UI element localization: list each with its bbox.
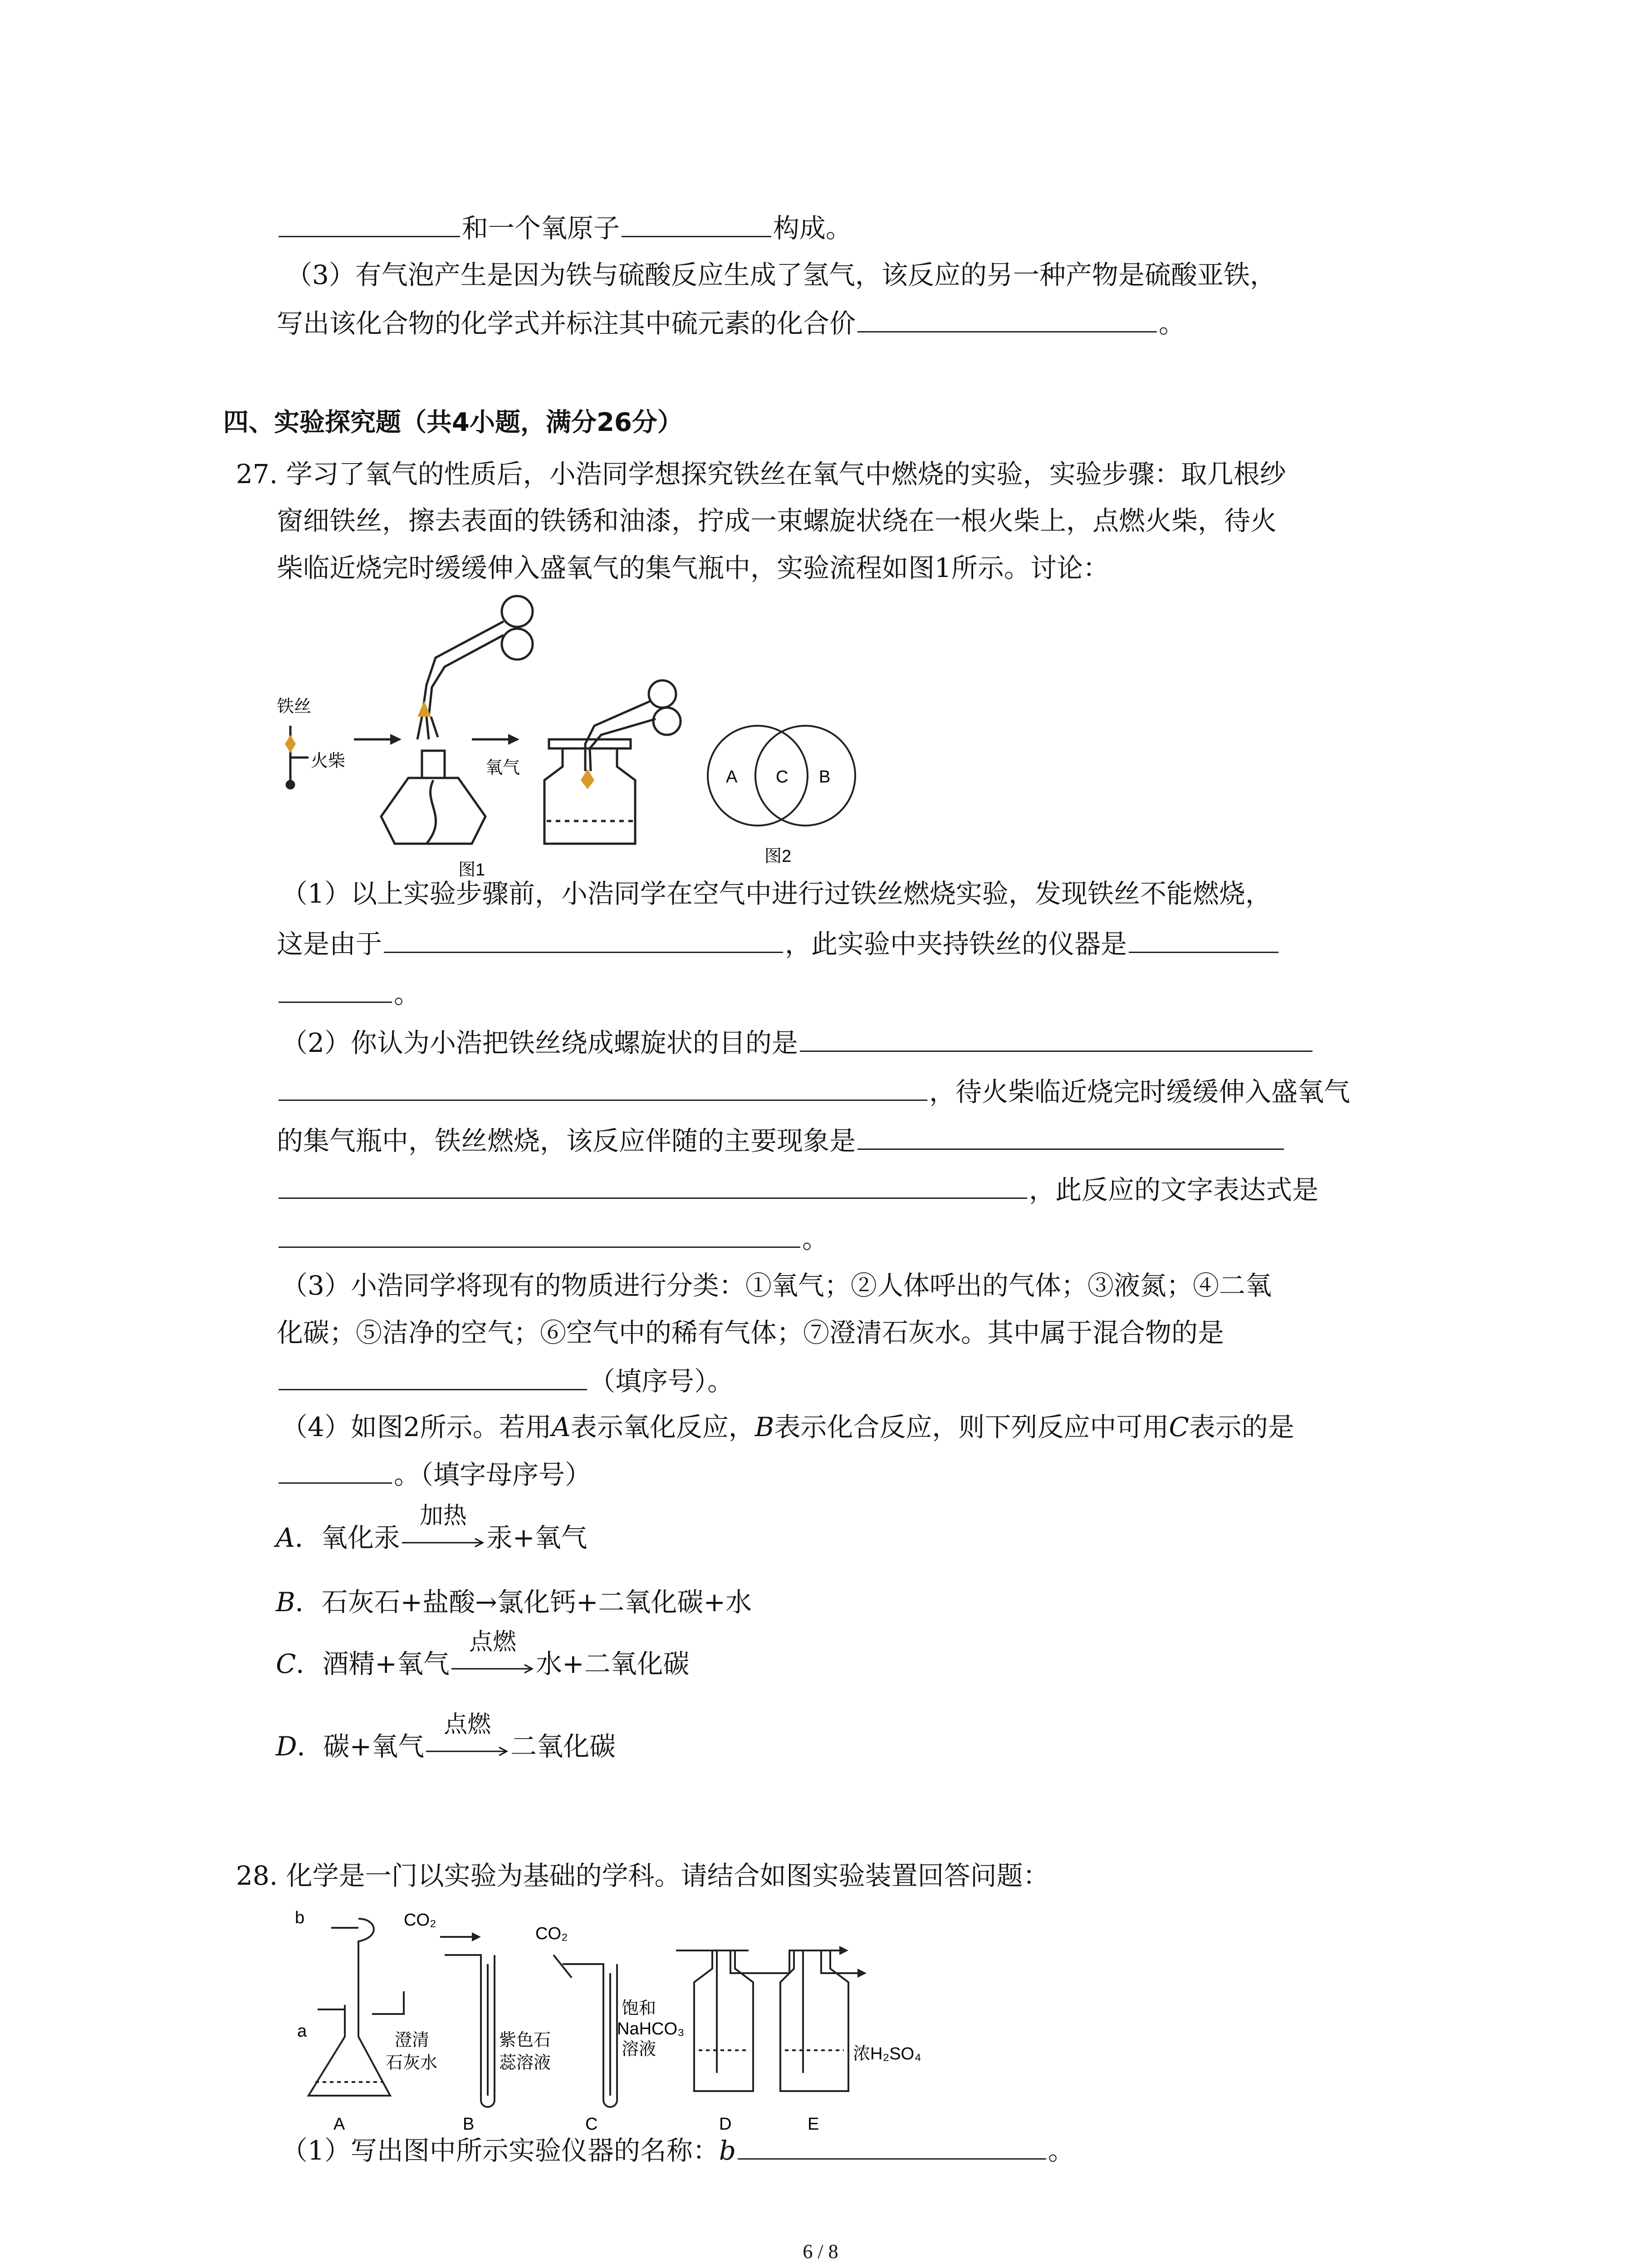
answer-blank[interactable] [279, 1073, 927, 1101]
answer-blank[interactable] [800, 1024, 1313, 1052]
fig1-label-match: 火柴 [311, 752, 346, 771]
label-apparatus-b: B [463, 2115, 475, 2134]
q28-text: 。 [1048, 2135, 1075, 2166]
option-c[interactable] [276, 1628, 690, 1682]
reaction-condition: 加热 [419, 1502, 467, 1530]
q26-text: 。 [1159, 308, 1185, 339]
option-a[interactable] [276, 1502, 588, 1556]
label-h2so4: 浓H₂SO₄ [853, 2044, 921, 2063]
venn-label-c: C [776, 767, 789, 787]
q27-p1-line1: （1）以上实验步骤前，小浩同学在空气中进行过铁丝燃烧实验，发现铁丝不能燃烧， [281, 878, 1272, 909]
option-text: ．石灰石+盐酸→氯化钙+二氧化碳+水 [295, 1587, 752, 1618]
q27-p2-line2 [277, 1073, 1350, 1110]
q27-text: C [1169, 1412, 1189, 1442]
answer-blank[interactable] [279, 1456, 392, 1484]
option-text: 水+二氧化碳 [536, 1648, 690, 1679]
option-text: 二氧化碳 [510, 1731, 616, 1762]
option-text: 汞+氧气 [486, 1522, 588, 1553]
answer-blank[interactable] [1129, 925, 1279, 953]
venn-label-b: B [819, 767, 831, 787]
fig2-caption: 图2 [764, 847, 792, 866]
q27-text: 表示的是 [1189, 1412, 1294, 1442]
q27-p2-line5 [277, 1220, 828, 1257]
q28-text: b [719, 2135, 736, 2166]
reaction-arrow [400, 1502, 486, 1556]
fig1-label-oxygen: 氧气 [485, 758, 520, 777]
label-a: a [297, 2022, 307, 2041]
q27-text: A [551, 1412, 571, 1442]
reaction-arrow [424, 1711, 510, 1765]
q26-text: 和一个氧原子 [462, 213, 620, 244]
q27-text: ，此实验中夹持铁丝的仪器是 [785, 929, 1127, 959]
q27-p4-line1 [281, 1409, 1294, 1445]
q26-text: 写出该化合物的化学式并标注其中硫元素的化合价 [277, 308, 856, 339]
q27-text: 表示化合反应，则下列反应中可用 [774, 1412, 1169, 1442]
arrow-right-icon [450, 1662, 536, 1676]
q26-text: 构成。 [773, 213, 852, 244]
label-nahco3-2: NaHCO₃ [617, 2019, 685, 2038]
arrow-right-icon [424, 1745, 510, 1758]
q27-text: （4）如图2所示。若用 [281, 1412, 552, 1442]
arrow-right-icon [400, 1536, 486, 1549]
option-letter: D [276, 1731, 297, 1762]
label-nahco3-1: 饱和 [622, 1999, 656, 2018]
q27-p3-line2: 化碳；⑤洁净的空气；⑥空气中的稀有气体；⑦澄清石灰水。其中属于混合物的是 [277, 1317, 1225, 1348]
fig1-label-iron: 铁丝 [277, 697, 312, 716]
answer-blank[interactable] [384, 925, 783, 953]
q27-p3-line3 [277, 1363, 734, 1399]
answer-blank[interactable] [857, 1122, 1284, 1150]
q27-text: ，此反应的文字表达式是 [1029, 1174, 1319, 1205]
section-title: 四、实验探究题（共4小题，满分26分） [223, 408, 683, 437]
label-co2-2: CO₂ [535, 1924, 568, 1943]
page-number: 6 / 8 [803, 2240, 838, 2263]
figure-1-apparatus [272, 590, 690, 880]
option-text: ．酒精+氧气 [296, 1648, 450, 1679]
option-letter: C [276, 1648, 296, 1679]
label-apparatus-d: D [719, 2115, 732, 2134]
q27-p1-line2 [277, 925, 1280, 962]
answer-blank[interactable] [738, 2132, 1046, 2160]
q27-text: （2）你认为小浩把铁丝绕成螺旋状的目的是 [281, 1027, 798, 1058]
option-text: ．碳+氧气 [297, 1731, 425, 1762]
answer-blank[interactable] [857, 305, 1157, 332]
q26-line1 [277, 210, 852, 246]
label-b: b [295, 1908, 305, 1927]
label-apparatus-c: C [585, 2115, 598, 2134]
answer-blank[interactable] [279, 975, 392, 1003]
q27-p2-line3 [277, 1122, 1286, 1159]
q27-p3-line1: （3）小浩同学将现有的物质进行分类：①氧气；②人体呼出的气体；③液氮；④二氧 [281, 1270, 1272, 1301]
answer-blank[interactable] [279, 1363, 587, 1390]
label-litmus-2: 蕊溶液 [499, 2053, 551, 2072]
q28-p1 [281, 2132, 1074, 2169]
answer-blank[interactable] [279, 210, 460, 237]
q27-text: 这是由于 [277, 929, 382, 959]
q27-p2-line4 [277, 1171, 1318, 1208]
q27-text: B [754, 1412, 774, 1442]
q27-p2-line1 [281, 1024, 1314, 1061]
q27-text: 。（填字母序号） [394, 1459, 592, 1490]
q27-intro-1: 27. 学习了氧气的性质后，小浩同学想探究铁丝在氧气中燃烧的实验，实验步骤：取几根纱 [236, 459, 1286, 489]
reaction-condition: 点燃 [469, 1628, 516, 1656]
q27-intro-3: 柴临近烧完时缓缓伸入盛氧气的集气瓶中，实验流程如图1所示。讨论： [277, 552, 1109, 583]
q27-text: 。 [394, 978, 421, 1009]
option-text: ．氧化汞 [294, 1522, 400, 1553]
label-nahco3-3: 溶液 [622, 2040, 656, 2059]
answer-blank[interactable] [279, 1171, 1027, 1199]
q27-text: （填序号）。 [589, 1366, 734, 1397]
label-litmus-1: 紫色石 [499, 2031, 551, 2050]
q27-p4-line2 [277, 1456, 591, 1493]
q27-text: ，待火柴临近烧完时缓缓伸入盛氧气 [929, 1076, 1351, 1107]
q27-text: 。 [802, 1223, 829, 1254]
label-limewater-1: 澄清 [395, 2031, 430, 2050]
q27-text: 的集气瓶中，铁丝燃烧，该反应伴随的主要现象是 [277, 1125, 856, 1156]
q27-p1-line3 [277, 975, 420, 1012]
q26-line3 [277, 305, 1185, 342]
q28-intro: 28. 化学是一门以实验为基础的学科。请结合如图实验装置回答问题： [236, 1860, 1049, 1891]
answer-blank[interactable] [622, 210, 771, 237]
q26-line2: （3）有气泡产生是因为铁与硫酸反应生成了氢气，该反应的另一种产物是硫酸亚铁， [286, 259, 1276, 290]
figure-q28-apparatus [290, 1901, 944, 2136]
option-letter: A [276, 1522, 295, 1553]
fig1-caption: 图1 [458, 860, 485, 880]
option-letter: B [276, 1587, 295, 1618]
answer-blank[interactable] [279, 1220, 800, 1248]
reaction-condition: 点燃 [444, 1711, 491, 1738]
q27-intro-2: 窗细铁丝，擦去表面的铁锈和油漆，拧成一束螺旋状绕在一根火柴上，点燃火柴，待火 [277, 505, 1277, 536]
option-d[interactable] [276, 1711, 616, 1765]
label-apparatus-e: E [808, 2115, 819, 2134]
q28-text: （1）写出图中所示实验仪器的名称： [281, 2135, 719, 2166]
label-limewater-2: 石灰水 [386, 2053, 438, 2072]
q27-text: 表示氧化反应， [570, 1412, 755, 1442]
reaction-arrow [450, 1628, 536, 1682]
label-co2-1: CO₂ [404, 1911, 436, 1930]
venn-label-a: A [726, 767, 738, 787]
figure-2-venn [699, 712, 880, 875]
option-b[interactable] [276, 1584, 752, 1620]
label-apparatus-a: A [333, 2115, 345, 2134]
